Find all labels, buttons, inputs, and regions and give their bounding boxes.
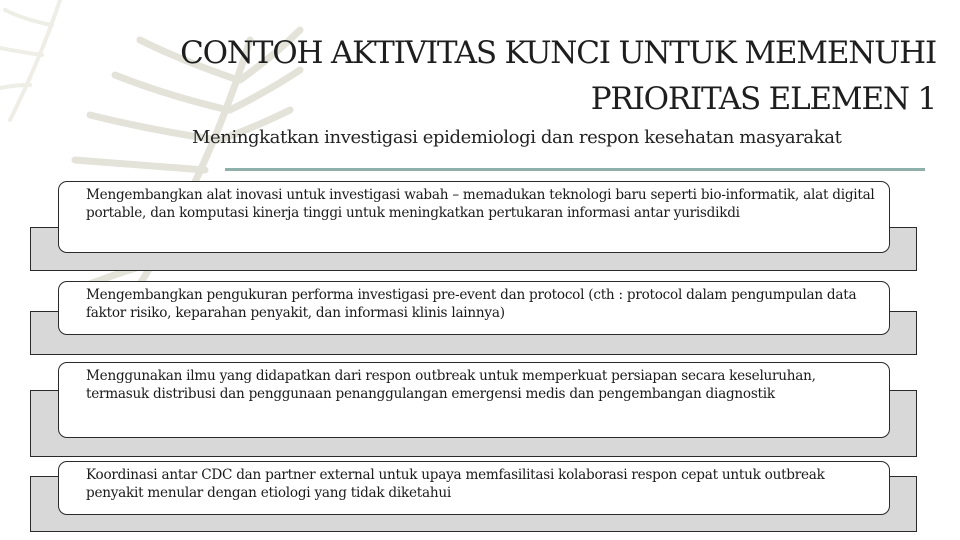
slide-title: CONTOH AKTIVITAS KUNCI UNTUK MEMENUHI PRIORITAS ELEMEN 1 [180,35,936,117]
activity-item-2 [58,281,890,335]
activity-item-text: Menggunakan ilmu yang didapatkan dari respon outbreak untuk memperkuat persiapan secara keseluruhan, termasuk distribusi dan penggunaan penanggulangan emergensi medis dan pengembangan diagnostik [86,368,816,402]
activity-item-text: Mengembangkan alat inovasi untuk investigasi wabah – memadukan teknologi baru seperti bio-informatik, alat digital portable, dan komputasi kinerja tinggi untuk meningkatkan pertukaran informasi antar yurisdikdi [86,187,875,221]
activity-item-4 [58,461,890,515]
activity-item-3 [58,362,890,438]
activity-item-1 [58,181,890,253]
slide-subtitle: Meningkatkan investigasi epidemiologi dan respon kesehatan masyarakat [192,127,842,148]
activity-item-text: Koordinasi antar CDC dan partner external untuk upaya memfasilitasi kolaborasi respon cepat untuk outbreak penyakit menular dengan etiologi yang tidak diketahui [86,467,825,501]
activity-item-text: Mengembangkan pengukuran performa investigasi pre-event dan protocol (cth : protocol dalam pengumpulan data faktor risiko, keparahan penyakit, dan informasi klinis lainnya) [86,287,857,321]
subtitle-divider [225,168,925,171]
